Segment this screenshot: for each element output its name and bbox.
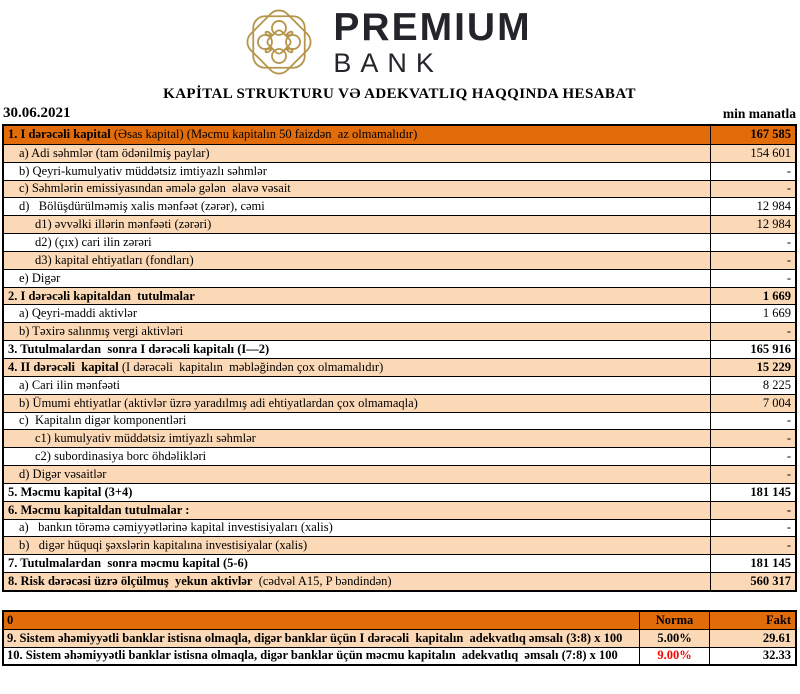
row-label-text: b) Təxirə salınmış vergi aktivləri [19,324,184,339]
table-row [4,340,795,358]
row-label [4,288,710,305]
row-value: - [710,448,795,465]
row-value: 560 317 [710,573,795,590]
table-row [4,144,795,162]
row-label-text: 3. Tutulmalardan sonra I dərəcəli kapitalı (I—2) [8,342,270,357]
adequacy-header-norma: Norma [639,612,709,629]
row-value: 15 229 [710,359,795,376]
capital-structure-table [2,124,797,592]
row-label [4,537,710,554]
row-label [4,555,710,572]
row-label-text: a) Adi səhmlər (tam ödənilmiş paylar) [19,145,210,160]
adequacy-header-row [4,612,795,629]
row-label: 10. Sistem əhəmiyyətli banklar istisna olmaqla, digər banklar üçün məcmu kapitalın adekvatlıq əmsalı (7:8) x 100 [7,648,618,663]
table-row [4,501,795,519]
row-label [4,377,710,394]
table-row [4,483,795,501]
row-value: 154 601 [710,145,795,162]
row-label [4,430,710,447]
report-date: 30.06.2021 [3,105,71,121]
brand-subname: BANK [333,47,443,78]
table-row [4,180,795,198]
row-value: - [710,502,795,519]
row-label [4,216,710,233]
report-meta [2,105,797,122]
row-label [4,198,710,215]
row-label-text: 1. I dərəcəli kapital [8,127,111,142]
row-value: 181 145 [710,484,795,501]
row-value: - [710,430,795,447]
table-row [4,251,795,269]
table-row [4,465,795,483]
row-label-text: a) Cari ilin mənfəəti [19,377,121,392]
table-row [4,162,795,180]
table-row [4,126,795,144]
row-label [4,413,710,430]
row-label-text: d) Bölüşdürülməmiş xalis mənfəət (zərər), cəmi [19,199,265,214]
row-label: 9. Sistem əhəmiyyətli banklar istisna olmaqla, digər banklar üçün I dərəcəli kapitalın adekvatlıq əmsalı (3:8) x 100 [7,630,623,645]
row-label-text: d) Digər vəsaitlər [19,466,107,481]
table-row [4,358,795,376]
table-row [4,287,795,305]
table-row [4,215,795,233]
row-label-text: c2) subordinasiya borc öhdəlikləri [35,449,207,464]
unit-label: min manatla [722,106,796,121]
row-value: - [710,537,795,554]
table-row [4,269,795,287]
row-value: 7 004 [710,395,795,412]
row-label [4,395,710,412]
row-label-text: b) Qeyri-kumulyativ müddətsiz imtiyazlı səhmlər [19,163,267,178]
table-row [4,197,795,215]
table-row [4,429,795,447]
row-fakt-value: 32.33 [709,648,795,665]
row-label-text: 7. Tutulmalardan sonra məcmu kapital (5-6) [8,556,248,571]
row-label-text: e) Digər [19,270,61,285]
table-row [4,304,795,322]
row-label [4,484,710,501]
table-row [4,394,795,412]
row-label-text: 5. Məcmu kapital (3+4) [8,484,133,499]
row-value: - [710,520,795,537]
bank-logo [2,2,767,82]
row-label [4,126,710,144]
row-value: 181 145 [710,555,795,572]
row-label [4,234,710,251]
adequacy-header-left: 0 [7,612,14,627]
row-norma-value: 5.00% [639,630,709,647]
row-value: - [710,413,795,430]
report-title: KAPİTAL STRUKTURU VƏ ADEKVATLIQ HAQQINDA HESABAT [163,86,636,102]
row-label-text: 8. Risk dərəcəsi üzrə ölçülmuş yekun aktivlər [8,574,253,589]
table-row [4,519,795,537]
table-row [4,412,795,430]
table-row [4,647,795,665]
row-value: - [710,466,795,483]
row-label-note: (cədvəl A15, P bəndindən) [252,574,392,589]
row-norma-value: 9.00% [639,648,709,665]
row-value: - [710,323,795,340]
table-row [4,376,795,394]
row-value: - [710,270,795,287]
row-label [4,181,710,198]
row-label-text: b) Ümumi ehtiyatlar (aktivlər üzrə yaradılmış adi ehtiyatlardan çox olmamaqla) [19,395,418,410]
table-row [4,536,795,554]
adequacy-ratio-table [2,610,797,666]
row-label [4,448,710,465]
table-row [4,233,795,251]
brand-name: PREMIUM [333,5,532,49]
row-value: 1 669 [710,305,795,322]
table-row [4,572,795,590]
row-label-text: c) Səhmlərin emissiyasından əmələ gələn əlavə vəsait [19,181,291,196]
row-value: 12 984 [710,216,795,233]
row-label [4,163,710,180]
row-label [4,145,710,162]
row-label [4,323,710,340]
premium-bank-emblem-icon [237,3,321,81]
row-label-note: (Əsas kapital) (Məcmu kapitalın 50 faizdən az olmamalıdır) [110,127,418,142]
row-label-text: 4. II dərəcəli kapital [8,359,119,374]
adequacy-header-fakt: Fakt [709,612,795,629]
row-label-text: d1) əvvəlki illərin mənfəəti (zərəri) [35,217,212,232]
row-label-text: a) Qeyri-maddi aktivlər [19,306,138,321]
row-value: 12 984 [710,198,795,215]
row-label [4,305,710,322]
bank-wordmark [333,5,532,78]
row-label [4,573,710,590]
row-label-text: d3) kapital ehtiyatları (fondları) [35,252,194,267]
row-label [4,520,710,537]
table-row [4,554,795,572]
row-label [4,502,710,519]
row-label-note: (I dərəcəli kapitalın məbləğindən çox olmamalıdır) [118,359,384,374]
row-label-text: b) digər hüquqi şəxslərin kapitalına investisiyalar (xalis) [19,538,308,553]
row-label [4,341,710,358]
table-row [4,447,795,465]
row-label [4,359,710,376]
row-value: - [710,163,795,180]
row-value: 8 225 [710,377,795,394]
row-value: - [710,181,795,198]
row-value: - [710,252,795,269]
row-label-text: d2) (çıx) cari ilin zərəri [35,234,152,249]
row-value: - [710,234,795,251]
row-label-text: 2. I dərəcəli kapitaldan tutulmalar [8,288,195,303]
row-value: 1 669 [710,288,795,305]
table-row [4,322,795,340]
row-label-text: 6. Məcmu kapitaldan tutulmalar : [8,502,190,517]
row-label [4,466,710,483]
row-label-text: c) Kapitalın digər komponentləri [19,413,187,428]
row-label-text: c1) kumulyativ müddətsiz imtiyazlı səhmlər [35,431,256,446]
row-label [4,252,710,269]
row-value: 165 916 [710,341,795,358]
table-row [4,629,795,647]
row-fakt-value: 29.61 [709,630,795,647]
row-label-text: a) bankın törəmə cəmiyyətlərinə kapital investisiyaları (xalis) [19,520,333,535]
row-value: 167 585 [710,126,795,144]
row-label [4,270,710,287]
